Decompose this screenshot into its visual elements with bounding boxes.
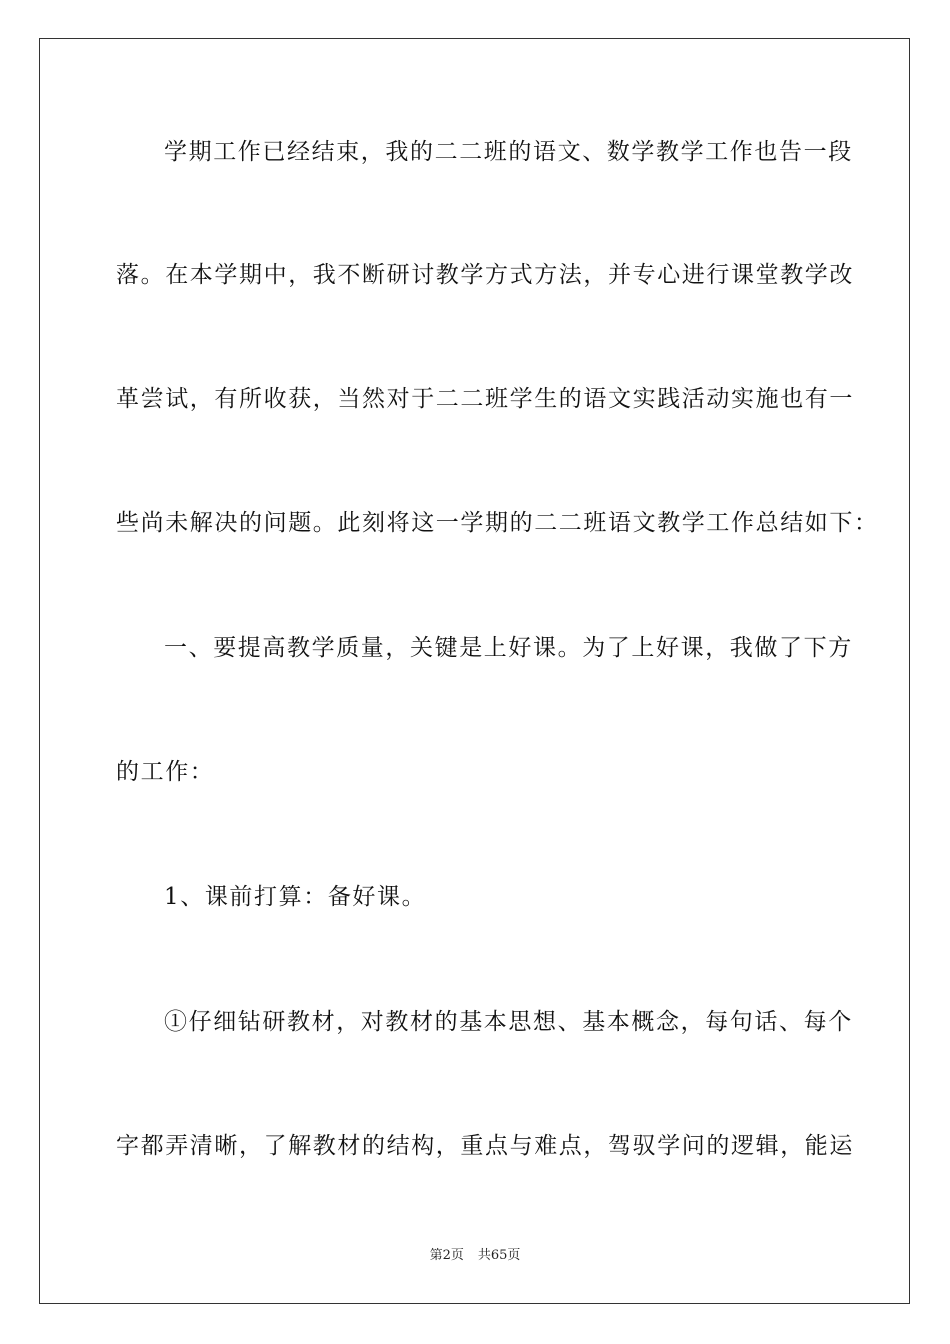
paragraph-line: ①仔细钻研教材，对教材的基本思想、基本概念，每句话、每个 — [164, 1009, 853, 1035]
paragraph-line: 些尚未解决的问题。此刻将这一学期的二二班语文教学工作总结如下： — [116, 510, 879, 536]
paragraph-line: 1、课前打算：备好课。 — [164, 884, 427, 910]
paragraph-line: 落。在本学期中，我不断研讨教学方式方法，并专心进行课堂教学改 — [116, 262, 854, 288]
page-footer — [0, 1247, 950, 1265]
page-border — [39, 38, 910, 1304]
paragraph-line: 革尝试，有所收获，当然对于二二班学生的语文实践活动实施也有一 — [116, 386, 854, 412]
page-total: 共65页 — [477, 1248, 521, 1263]
paragraph-line: 一、要提高教学质量，关键是上好课。为了上好课，我做了下方 — [164, 635, 853, 661]
paragraph-line: 学期工作已经结束，我的二二班的语文、数学教学工作也告一段 — [164, 139, 853, 165]
page-number: 第2页 — [429, 1248, 464, 1263]
paragraph-line: 的工作： — [116, 759, 215, 785]
paragraph-line: 字都弄清晰，了解教材的结构，重点与难点，驾驭学问的逻辑，能运 — [116, 1133, 854, 1159]
